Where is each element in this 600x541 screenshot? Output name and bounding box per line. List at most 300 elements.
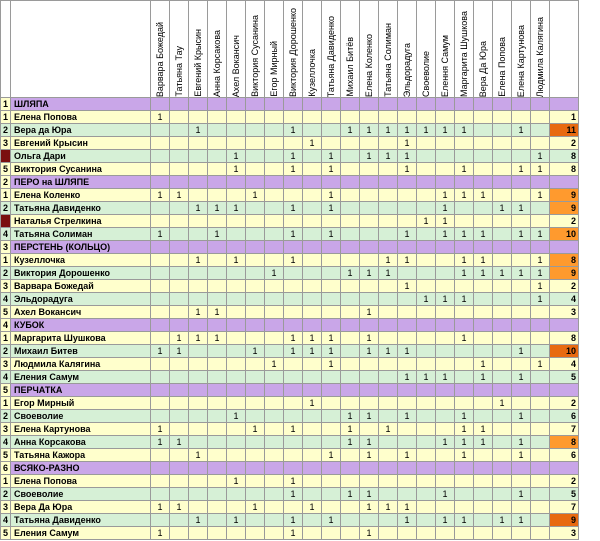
vote-cell: 1 xyxy=(531,293,550,306)
vote-cell xyxy=(512,306,531,319)
vote-cell: 1 xyxy=(436,371,455,384)
vote-cell xyxy=(474,514,493,527)
vote-cell xyxy=(284,319,303,332)
vote-cell xyxy=(493,176,512,189)
vote-cell xyxy=(303,176,322,189)
vote-cell xyxy=(455,98,474,111)
vote-cell xyxy=(455,215,474,228)
column-header xyxy=(474,1,493,98)
vote-cell xyxy=(170,527,189,540)
column-header-label: Маргарита Шушкова xyxy=(459,11,469,97)
vote-cell xyxy=(284,384,303,397)
vote-cell: 1 xyxy=(151,423,170,436)
vote-cell: 1 xyxy=(322,163,341,176)
vote-cell: 1 xyxy=(246,189,265,202)
total-cell: 2 xyxy=(550,397,579,410)
vote-cell xyxy=(436,280,455,293)
vote-cell xyxy=(227,267,246,280)
vote-cell xyxy=(151,163,170,176)
column-header xyxy=(208,1,227,98)
vote-cell xyxy=(493,475,512,488)
vote-cell xyxy=(360,254,379,267)
column-header-label: Татьяна Давиденко xyxy=(326,15,336,97)
vote-cell: 1 xyxy=(246,501,265,514)
total-cell xyxy=(550,319,579,332)
vote-cell xyxy=(227,462,246,475)
vote-cell: 1 xyxy=(379,267,398,280)
vote-cell xyxy=(151,306,170,319)
entry-name: Эльдорадуга xyxy=(11,293,151,306)
vote-cell xyxy=(341,332,360,345)
vote-cell xyxy=(474,501,493,514)
vote-cell xyxy=(303,423,322,436)
vote-cell xyxy=(265,423,284,436)
vote-cell xyxy=(246,137,265,150)
column-header xyxy=(512,1,531,98)
vote-cell xyxy=(379,215,398,228)
vote-cell xyxy=(398,215,417,228)
vote-cell xyxy=(322,475,341,488)
vote-cell xyxy=(417,319,436,332)
vote-cell xyxy=(227,293,246,306)
vote-cell xyxy=(189,163,208,176)
row-number: 3 xyxy=(1,358,11,371)
vote-cell xyxy=(341,514,360,527)
vote-cell xyxy=(170,267,189,280)
vote-cell xyxy=(474,449,493,462)
vote-cell xyxy=(265,436,284,449)
vote-cell xyxy=(246,150,265,163)
vote-cell xyxy=(322,124,341,137)
total-cell: 3 xyxy=(550,306,579,319)
vote-cell xyxy=(436,163,455,176)
vote-cell xyxy=(208,397,227,410)
vote-cell: 1 xyxy=(322,358,341,371)
vote-cell xyxy=(417,475,436,488)
vote-cell xyxy=(227,137,246,150)
vote-cell xyxy=(341,501,360,514)
column-header-label: Своеволие xyxy=(421,51,431,97)
vote-cell: 1 xyxy=(474,436,493,449)
table-row xyxy=(1,423,579,436)
vote-cell xyxy=(227,345,246,358)
total-cell: 6 xyxy=(550,449,579,462)
vote-cell xyxy=(379,332,398,345)
vote-cell xyxy=(284,267,303,280)
vote-cell: 1 xyxy=(189,514,208,527)
column-header xyxy=(531,1,550,98)
vote-cell xyxy=(341,215,360,228)
vote-cell xyxy=(512,397,531,410)
vote-cell: 1 xyxy=(531,163,550,176)
table-row xyxy=(1,150,579,163)
vote-cell: 1 xyxy=(455,124,474,137)
vote-cell xyxy=(436,241,455,254)
entry-name: Людмила Калягина xyxy=(11,358,151,371)
vote-cell: 1 xyxy=(341,436,360,449)
vote-cell xyxy=(246,215,265,228)
table-body xyxy=(1,98,579,540)
vote-cell xyxy=(170,397,189,410)
vote-cell xyxy=(436,137,455,150)
row-number: 2 xyxy=(1,202,11,215)
vote-cell: 1 xyxy=(398,137,417,150)
vote-cell xyxy=(303,163,322,176)
vote-cell xyxy=(436,98,455,111)
vote-cell xyxy=(493,98,512,111)
vote-cell xyxy=(493,332,512,345)
vote-cell xyxy=(474,488,493,501)
column-header xyxy=(398,1,417,98)
vote-cell: 1 xyxy=(151,228,170,241)
vote-cell xyxy=(493,371,512,384)
vote-cell: 1 xyxy=(303,345,322,358)
row-number: 1 xyxy=(1,111,11,124)
vote-cell xyxy=(531,332,550,345)
vote-cell xyxy=(246,449,265,462)
vote-cell xyxy=(455,384,474,397)
row-number: 4 xyxy=(1,228,11,241)
vote-cell xyxy=(284,358,303,371)
table-row xyxy=(1,436,579,449)
column-header-label: Вера Да Юра xyxy=(478,40,488,97)
vote-cell xyxy=(246,293,265,306)
entry-name: Виктория Дорошенко xyxy=(11,267,151,280)
vote-cell: 1 xyxy=(455,293,474,306)
vote-cell xyxy=(512,176,531,189)
vote-cell xyxy=(208,319,227,332)
vote-cell xyxy=(512,111,531,124)
vote-cell xyxy=(189,189,208,202)
vote-cell xyxy=(284,137,303,150)
vote-cell: 1 xyxy=(398,501,417,514)
vote-cell: 1 xyxy=(341,423,360,436)
total-cell xyxy=(550,384,579,397)
vote-cell xyxy=(208,514,227,527)
vote-cell xyxy=(493,124,512,137)
vote-cell xyxy=(303,514,322,527)
vote-cell: 1 xyxy=(493,202,512,215)
row-number: 5 xyxy=(1,306,11,319)
vote-cell xyxy=(531,137,550,150)
vote-cell: 1 xyxy=(360,488,379,501)
vote-cell xyxy=(170,202,189,215)
corner-cell xyxy=(11,1,151,98)
table-row xyxy=(1,124,579,137)
vote-cell xyxy=(398,293,417,306)
vote-cell: 1 xyxy=(265,358,284,371)
row-number: 3 xyxy=(1,501,11,514)
vote-cell xyxy=(341,202,360,215)
vote-cell xyxy=(227,319,246,332)
vote-cell xyxy=(474,241,493,254)
vote-cell xyxy=(436,423,455,436)
vote-cell xyxy=(151,293,170,306)
total-cell: 7 xyxy=(550,501,579,514)
table-row xyxy=(1,345,579,358)
vote-cell xyxy=(284,241,303,254)
vote-cell xyxy=(455,488,474,501)
vote-cell: 1 xyxy=(170,332,189,345)
vote-cell xyxy=(417,358,436,371)
vote-cell xyxy=(341,189,360,202)
vote-cell: 1 xyxy=(455,228,474,241)
vote-cell xyxy=(246,241,265,254)
vote-cell xyxy=(189,527,208,540)
vote-cell xyxy=(493,254,512,267)
table-row xyxy=(1,189,579,202)
section-title: ВСЯКО-РАЗНО xyxy=(11,462,151,475)
vote-cell xyxy=(341,397,360,410)
vote-cell: 1 xyxy=(493,514,512,527)
total-header xyxy=(550,1,579,98)
vote-cell xyxy=(341,254,360,267)
vote-cell xyxy=(398,202,417,215)
row-number xyxy=(1,150,11,163)
vote-cell xyxy=(360,475,379,488)
vote-cell xyxy=(493,423,512,436)
vote-cell xyxy=(208,527,227,540)
vote-cell xyxy=(379,228,398,241)
vote-cell xyxy=(417,488,436,501)
table-row xyxy=(1,371,579,384)
vote-cell xyxy=(379,137,398,150)
vote-cell xyxy=(436,384,455,397)
vote-cell xyxy=(493,527,512,540)
vote-cell xyxy=(322,436,341,449)
vote-cell: 1 xyxy=(189,254,208,267)
vote-cell xyxy=(493,228,512,241)
vote-cell xyxy=(379,436,398,449)
vote-cell xyxy=(284,176,303,189)
row-number: 1 xyxy=(1,254,11,267)
vote-cell xyxy=(398,189,417,202)
column-header-label: Кузеллочка xyxy=(307,49,317,97)
vote-cell xyxy=(189,176,208,189)
vote-cell xyxy=(265,306,284,319)
vote-cell xyxy=(417,98,436,111)
vote-cell xyxy=(436,410,455,423)
vote-cell: 1 xyxy=(436,293,455,306)
row-number: 2 xyxy=(1,345,11,358)
vote-cell xyxy=(531,371,550,384)
vote-cell: 1 xyxy=(531,254,550,267)
vote-cell: 1 xyxy=(531,228,550,241)
vote-cell xyxy=(531,384,550,397)
total-cell: 2 xyxy=(550,215,579,228)
vote-cell xyxy=(474,475,493,488)
vote-cell: 1 xyxy=(417,124,436,137)
vote-cell xyxy=(151,384,170,397)
vote-cell xyxy=(341,306,360,319)
vote-cell xyxy=(170,150,189,163)
vote-cell xyxy=(417,306,436,319)
vote-cell: 1 xyxy=(322,449,341,462)
total-cell xyxy=(550,98,579,111)
vote-cell xyxy=(379,371,398,384)
vote-cell xyxy=(512,98,531,111)
vote-cell xyxy=(246,319,265,332)
vote-cell: 1 xyxy=(398,410,417,423)
total-cell: 4 xyxy=(550,293,579,306)
column-header-label: Эльдорадуга xyxy=(402,42,412,97)
vote-cell xyxy=(360,397,379,410)
table-row xyxy=(1,501,579,514)
vote-cell xyxy=(208,176,227,189)
vote-cell xyxy=(227,384,246,397)
vote-cell xyxy=(474,280,493,293)
vote-cell xyxy=(322,293,341,306)
column-header-label: Анна Корсакова xyxy=(212,30,222,97)
vote-cell xyxy=(531,527,550,540)
table-row xyxy=(1,449,579,462)
vote-cell xyxy=(379,176,398,189)
column-header xyxy=(284,1,303,98)
vote-cell xyxy=(398,423,417,436)
vote-cell xyxy=(189,137,208,150)
vote-cell: 1 xyxy=(512,124,531,137)
vote-cell xyxy=(322,488,341,501)
vote-cell xyxy=(265,501,284,514)
vote-cell: 1 xyxy=(398,371,417,384)
vote-cell xyxy=(151,124,170,137)
vote-cell xyxy=(398,462,417,475)
vote-cell xyxy=(284,462,303,475)
vote-cell: 1 xyxy=(512,202,531,215)
vote-cell xyxy=(474,319,493,332)
total-cell: 2 xyxy=(550,475,579,488)
column-header xyxy=(417,1,436,98)
vote-cell: 1 xyxy=(512,371,531,384)
vote-cell xyxy=(436,501,455,514)
table-row xyxy=(1,397,579,410)
vote-cell xyxy=(303,189,322,202)
vote-cell xyxy=(246,306,265,319)
section-title: ПЕРСТЕНЬ (КОЛЬЦО) xyxy=(11,241,151,254)
vote-cell xyxy=(512,332,531,345)
vote-cell: 1 xyxy=(417,293,436,306)
vote-cell xyxy=(341,358,360,371)
vote-cell: 1 xyxy=(455,514,474,527)
vote-cell xyxy=(303,202,322,215)
vote-cell xyxy=(512,462,531,475)
vote-cell xyxy=(417,267,436,280)
vote-cell xyxy=(379,202,398,215)
table-row xyxy=(1,202,579,215)
vote-cell xyxy=(531,319,550,332)
vote-cell xyxy=(303,215,322,228)
vote-cell xyxy=(189,241,208,254)
entry-name: Татьяна Солиман xyxy=(11,228,151,241)
vote-cell xyxy=(360,215,379,228)
vote-cell xyxy=(227,449,246,462)
entry-name: Михаил Битев xyxy=(11,345,151,358)
vote-cell xyxy=(265,371,284,384)
vote-cell: 1 xyxy=(284,345,303,358)
vote-cell xyxy=(303,280,322,293)
vote-cell xyxy=(208,488,227,501)
table-row xyxy=(1,280,579,293)
vote-cell xyxy=(360,462,379,475)
vote-cell: 1 xyxy=(379,254,398,267)
vote-cell xyxy=(227,501,246,514)
vote-cell xyxy=(322,501,341,514)
vote-cell xyxy=(246,228,265,241)
vote-cell xyxy=(360,137,379,150)
entry-name: Варвара Божедай xyxy=(11,280,151,293)
vote-cell xyxy=(341,150,360,163)
vote-cell: 1 xyxy=(398,150,417,163)
vote-cell xyxy=(265,254,284,267)
vote-cell xyxy=(265,410,284,423)
row-number: 3 xyxy=(1,423,11,436)
column-header xyxy=(436,1,455,98)
vote-cell xyxy=(322,176,341,189)
vote-cell: 1 xyxy=(531,267,550,280)
column-header-label: Елена Картунова xyxy=(516,24,526,97)
vote-cell xyxy=(170,124,189,137)
vote-cell: 1 xyxy=(493,267,512,280)
vote-cell xyxy=(379,397,398,410)
vote-cell xyxy=(227,280,246,293)
vote-cell xyxy=(265,384,284,397)
section-row xyxy=(1,462,579,475)
vote-cell xyxy=(360,98,379,111)
vote-cell xyxy=(474,527,493,540)
vote-cell xyxy=(189,488,208,501)
vote-cell xyxy=(265,137,284,150)
vote-cell xyxy=(398,176,417,189)
vote-cell xyxy=(189,98,208,111)
vote-cell xyxy=(436,267,455,280)
vote-cell xyxy=(474,332,493,345)
vote-cell xyxy=(322,98,341,111)
vote-cell: 1 xyxy=(436,189,455,202)
vote-cell xyxy=(341,371,360,384)
vote-cell: 1 xyxy=(512,267,531,280)
vote-cell xyxy=(455,371,474,384)
vote-cell xyxy=(379,358,398,371)
vote-cell: 1 xyxy=(265,267,284,280)
vote-cell xyxy=(227,358,246,371)
vote-cell xyxy=(512,293,531,306)
vote-cell: 1 xyxy=(151,189,170,202)
vote-cell xyxy=(493,163,512,176)
vote-cell xyxy=(474,150,493,163)
vote-cell xyxy=(417,202,436,215)
total-cell: 10 xyxy=(550,228,579,241)
vote-cell xyxy=(436,449,455,462)
entry-name: Виктория Сусанина xyxy=(11,163,151,176)
vote-cell: 1 xyxy=(341,124,360,137)
vote-cell: 1 xyxy=(322,514,341,527)
vote-cell: 1 xyxy=(455,267,474,280)
vote-cell xyxy=(170,228,189,241)
vote-cell: 1 xyxy=(417,215,436,228)
vote-cell xyxy=(512,189,531,202)
column-header xyxy=(265,1,284,98)
vote-cell xyxy=(151,241,170,254)
vote-cell: 1 xyxy=(284,163,303,176)
vote-cell xyxy=(189,345,208,358)
column-header xyxy=(322,1,341,98)
row-number: 1 xyxy=(1,475,11,488)
vote-cell xyxy=(246,514,265,527)
vote-cell: 1 xyxy=(417,371,436,384)
vote-cell xyxy=(170,111,189,124)
vote-cell xyxy=(474,410,493,423)
vote-cell xyxy=(474,306,493,319)
